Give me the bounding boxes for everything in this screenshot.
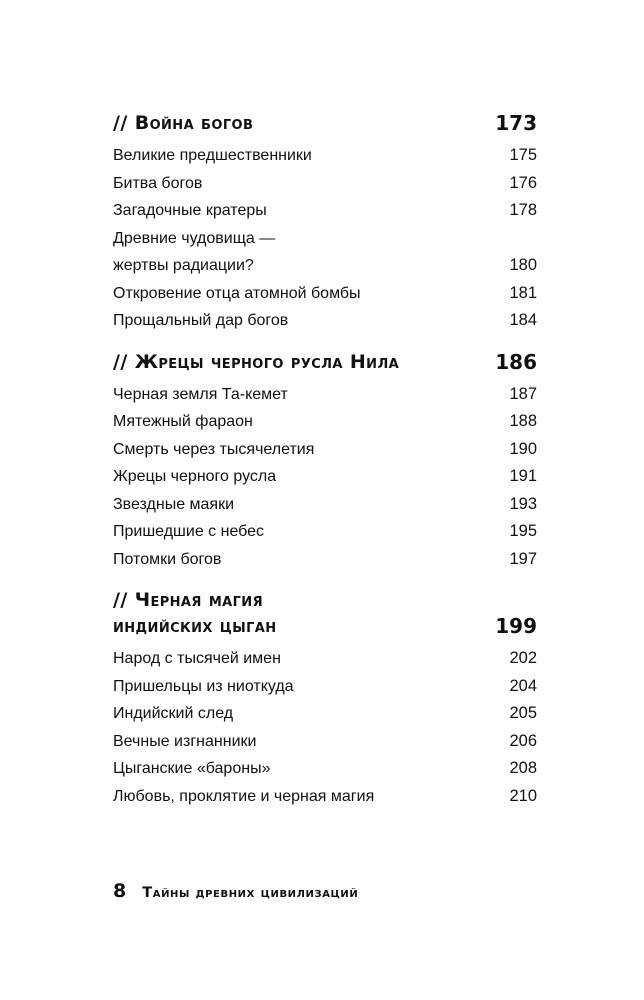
- entry-page-number: 180: [509, 256, 537, 274]
- entry-page-number: 204: [509, 676, 537, 695]
- entry-page-number: 210: [509, 786, 537, 805]
- toc-entry: [113, 491, 537, 519]
- section-title-line: // Черная магия: [113, 589, 263, 611]
- entry-page-number: 202: [509, 649, 537, 667]
- entry-title: Вечные изгнанники: [113, 732, 257, 750]
- toc-section: [113, 587, 537, 810]
- toc-entry: [113, 225, 537, 280]
- section-title-line: индийских цыган: [113, 615, 277, 637]
- toc-entry: [113, 436, 537, 464]
- section-page-number: 173: [495, 111, 537, 135]
- entry-title: [113, 225, 275, 280]
- toc-entry: [113, 546, 537, 574]
- toc-entry: [113, 728, 537, 756]
- table-of-contents: [113, 110, 537, 824]
- entry-page-number: 181: [509, 283, 537, 302]
- toc-entry: [113, 645, 537, 673]
- section-page-number: 199: [495, 614, 537, 638]
- entry-title: Мятежный фараон: [113, 413, 253, 430]
- toc-entry: [113, 170, 537, 198]
- entry-page-number: 197: [509, 549, 537, 568]
- entry-title: Любовь, проклятие и черная магия: [113, 787, 375, 805]
- entry-page-number: 178: [509, 201, 537, 219]
- entry-title: Черная земля Та-кемет: [113, 385, 288, 403]
- entry-page-number: 208: [509, 759, 537, 777]
- toc-entry: [113, 381, 537, 409]
- toc-entry: [113, 700, 537, 728]
- section-heading: [113, 110, 537, 136]
- entry-title: Смерть через тысячелетия: [113, 440, 315, 458]
- toc-entry: [113, 280, 537, 308]
- entry-title: Потомки богов: [113, 550, 222, 568]
- toc-entry: [113, 518, 537, 546]
- entry-page-number: 195: [509, 522, 537, 540]
- entry-title: Прощальный дар богов: [113, 312, 289, 329]
- entry-page-number: 205: [509, 704, 537, 722]
- entry-page-number: 184: [509, 311, 537, 329]
- entry-page-number: 176: [509, 173, 537, 192]
- entry-page-number: 193: [509, 494, 537, 513]
- toc-entry: [113, 307, 537, 335]
- entry-page-number: 206: [509, 731, 537, 750]
- entry-title: Битва богов: [113, 174, 203, 192]
- running-title: Тайны древних цивилизаций: [142, 885, 359, 901]
- entry-page-number: 188: [509, 412, 537, 430]
- toc-entry: [113, 408, 537, 436]
- section-page-number: 186: [495, 349, 537, 374]
- entry-page-number: 190: [509, 439, 537, 458]
- toc-section: [113, 110, 537, 335]
- section-heading: [113, 349, 537, 375]
- toc-entry: [113, 755, 537, 783]
- toc-entry: [113, 783, 537, 811]
- section-title: [113, 587, 277, 639]
- toc-section: [113, 349, 537, 574]
- entry-title: Загадочные кратеры: [113, 202, 267, 219]
- section-title: // Война богов: [113, 112, 254, 134]
- entry-page-number: 187: [509, 384, 537, 403]
- entry-title: Пришедшие с небес: [113, 523, 265, 540]
- section-heading: [113, 587, 537, 639]
- toc-entry: [113, 142, 537, 170]
- entry-title: Откровение отца атомной бомбы: [113, 284, 361, 302]
- entry-title: Звездные маяки: [113, 495, 235, 513]
- entry-title: Великие предшественники: [113, 147, 312, 164]
- entry-title-line: Древние чудовища —: [113, 229, 276, 247]
- entry-title: Индийский след: [113, 705, 234, 722]
- section-title: // Жрецы черного русла Нила: [113, 350, 400, 373]
- entry-title: Пришельцы из ниоткуда: [113, 677, 294, 695]
- toc-entry: [113, 673, 537, 701]
- entry-page-number: 191: [509, 467, 537, 485]
- entry-title: Жрецы черного русла: [113, 468, 277, 485]
- entry-title: Цыганские «бароны»: [113, 760, 271, 777]
- entry-title-line: жертвы радиации?: [113, 257, 254, 274]
- entry-page-number: 175: [509, 146, 537, 164]
- toc-entry: [113, 463, 537, 491]
- entry-title: Народ с тысячей имен: [113, 650, 281, 667]
- page-footer: [113, 880, 358, 902]
- folio-page-number: 8: [113, 880, 127, 902]
- toc-entry: [113, 197, 537, 225]
